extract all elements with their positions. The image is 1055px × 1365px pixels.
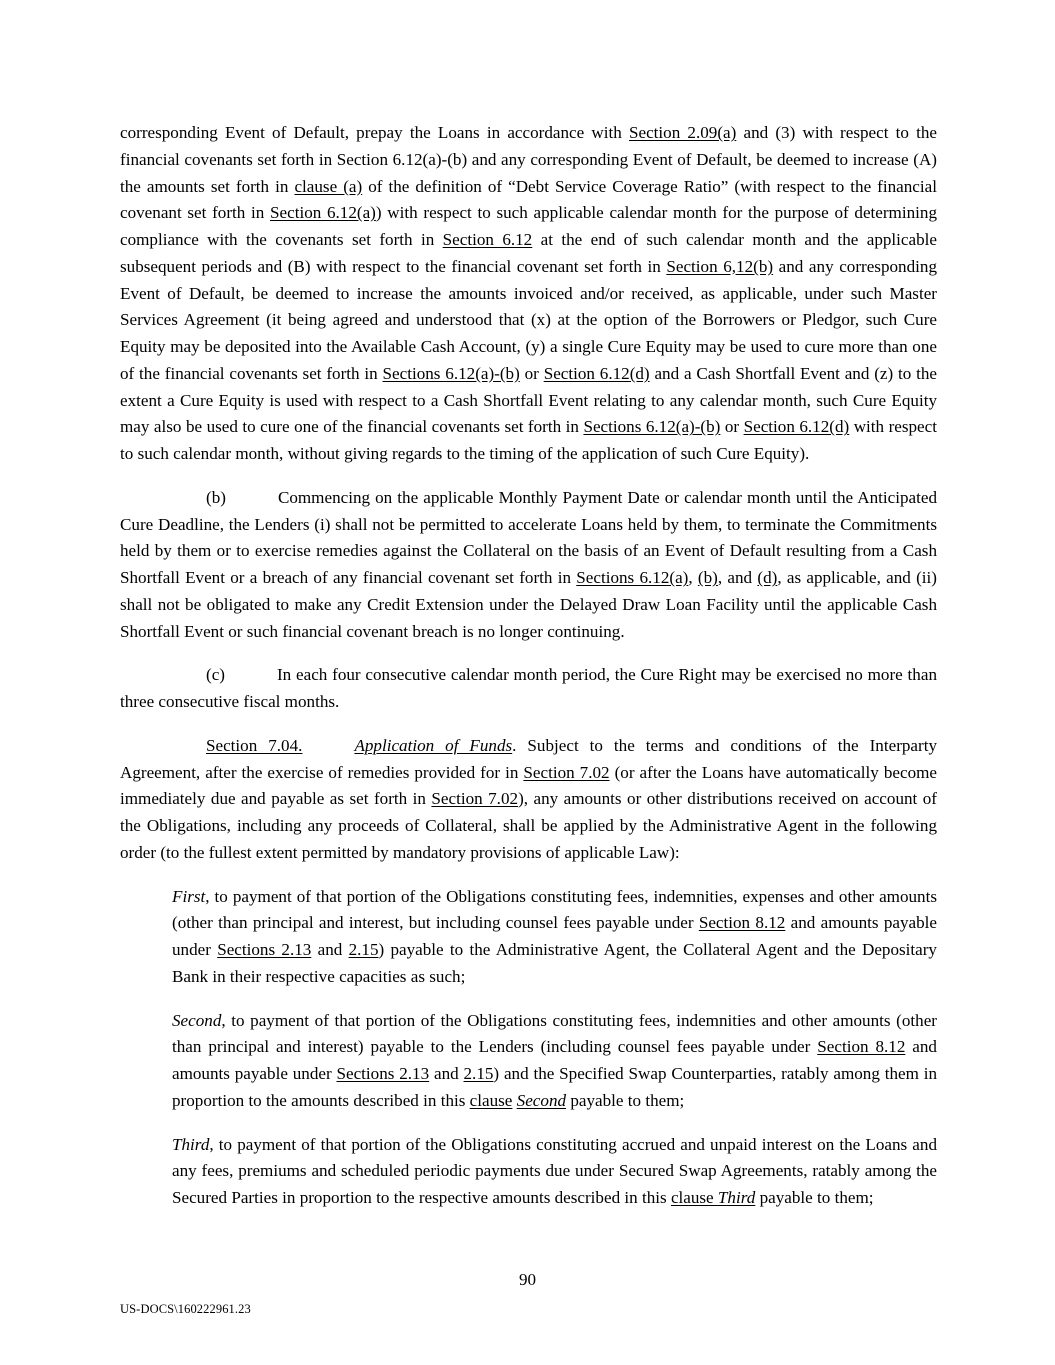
cross-reference-link[interactable]: 2.15 [463,1064,494,1083]
ordinal-label: Third [172,1134,210,1154]
text-run: . Subject to the terms and conditions of the Interparty Agreement, after the exercise of remedies provided for in [120,735,938,782]
paragraph-clause-c [120,662,937,716]
cross-reference-link[interactable]: Section 6,12(b) [666,256,774,276]
text-run: ) with respect to such applicable calendar month for the purpose of determining compliance with the covenants set forth in [120,203,937,249]
cross-reference-link[interactable]: (d) [757,568,778,587]
cross-reference-link[interactable]: Section 7.02 [431,789,519,809]
text-run: and (3) with respect to the financial covenants set forth in Section 6.12(a)-(b) and any corresponding Event of Default, be deemed to increase (A) the amounts set forth in [120,123,937,196]
clause-reference-ordinal[interactable]: Second [516,1090,567,1110]
text-run: corresponding Event of Default, prepay the Loans in accordance with [120,123,629,142]
text-run: ) and the Specified Swap Counterparties, ratably among them in proportion to the amounts described in this [172,1064,938,1110]
cross-reference-link[interactable]: 2.15 [348,940,379,959]
cross-reference-link[interactable]: Section 7.02 [523,762,610,782]
text-run: , to payment of that portion of the Obligations constituting fees, indemnities and other amounts (other than principal and interest) payable to the Lenders (including counsel fees payable under [172,1010,937,1057]
text-run: , as applicable, and (ii) shall not be obligated to make any Credit Extension under the Delayed Draw Loan Facility until the applicable Cash Shortfall Event or such financial covenant breach is no longer continuing. [120,568,937,641]
text-run: ), any amounts or other distributions received on account of the Obligations, including any proceeds of Collateral, shall be applied by the Administrative Agent in the following order (to the fullest extent permitted by mandatory provisions of applicable Law): [120,789,937,862]
cross-reference-link[interactable]: Section 6.12(a) [270,203,376,223]
text-run: payable to them; [755,1188,874,1207]
page-number: 90 [518,1270,537,1289]
text-run: Commencing on the applicable Monthly Payment Date or calendar month until the Anticipated Cure Deadline, the Lenders (i) shall not be permitted to accelerate Loans held by them, to terminate the Commitments held by them or to exercise remedies against the Collateral on the basis of an Event of Default resulting from a Cash Shortfall Event or a breach of any financial covenant set forth in [120,487,937,587]
footer-document-id: US-DOCS\160222961.23 [120,1302,251,1316]
paragraph-clause-b [120,485,937,646]
document-body [120,120,937,1212]
clause-reference-link[interactable]: clause [469,1090,513,1110]
clause-reference-ordinal[interactable]: Third [717,1188,756,1207]
clause-reference-link[interactable]: clause [670,1188,718,1207]
cross-reference-link[interactable]: Sections 2.13 [336,1064,430,1083]
text-run: , to payment of that portion of the Obligations constituting fees, indemnities, expenses and other amounts (other than principal and interest, but including counsel fees payable under [172,886,937,933]
paragraph-section-7-04 [120,733,937,867]
cross-reference-link[interactable]: (b) [697,568,718,587]
text-run: or [720,417,744,437]
cross-reference-link[interactable]: Section 2.09(a) [628,123,737,142]
text-run: In each four consecutive calendar month period, the Cure Right may be exercised no more than three consecutive fiscal months. [120,665,937,711]
cross-reference-link[interactable]: Section 8.12 [817,1037,906,1057]
paragraph-priority-first [120,884,937,991]
paragraph-priority-second [120,1008,937,1115]
text-run: payable to them; [566,1090,685,1110]
cross-reference-link[interactable]: Section 8.12 [698,913,786,933]
cross-reference-link[interactable]: Section 6.12(d) [543,363,650,383]
cross-reference-link[interactable]: clause (a) [294,176,363,196]
text-run: (or after the Loans have automatically become immediately due and payable as set forth in [120,762,937,809]
section-number[interactable]: Section 7.04. [206,735,303,755]
cross-reference-link[interactable]: Section 6.12(d) [743,417,850,437]
clause-label: (b) [206,487,226,507]
cross-reference-link[interactable]: Sections 6.12(a)-(b) [382,363,520,383]
text-run: of the definition of “Debt Service Coverage Ratio” (with respect to the financial covenant set forth in [120,176,937,223]
text-run: , [688,568,698,587]
cross-reference-link[interactable]: Sections 6.12(a)-(b) [583,417,721,437]
text-run: or [519,363,544,383]
text-run: and any corresponding Event of Default, be deemed to increase the amounts invoiced and/or received, as applicable, under such Master Services Agreement (it being agreed and understood that (x) at the option of the Borrowers or Pledgor, such Cure Equity may be deposited into the Available Cash Account, (y) a single Cure Equity may be used to cure more than one of the financial covenants set forth in [120,256,937,383]
section-heading: Application of Funds [354,735,513,755]
text-run: and a Cash Shortfall Event and (z) to the extent a Cure Equity is used with respect to a Cash Shortfall Event relating to any calendar month, such Cure Equity may also be used to cure one of the financial covenants set forth in [120,363,937,437]
ordinal-label: First [172,886,206,906]
paragraph-priority-third [120,1132,937,1212]
clause-label: (c) [206,665,225,685]
cross-reference-link[interactable]: Sections 6.12(a) [576,568,689,587]
text-run: ) payable to the Administrative Agent, the Collateral Agent and the Depositary Bank in their respective capacities as such; [172,940,937,986]
text-run: at the end of such calendar month and the applicable subsequent periods and (B) with respect to the financial covenant set forth in [120,230,937,276]
text-run: and [429,1064,464,1083]
ordinal-label: Second [172,1010,222,1030]
text-run: and [311,940,349,959]
cross-reference-link[interactable]: Sections 2.13 [217,940,312,959]
cross-reference-link[interactable]: Section 6.12 [442,230,533,249]
text-run: with respect to such calendar month, without giving regards to the timing of the application of such Cure Equity). [120,417,937,463]
text-run: , and [717,568,758,587]
text-run: , to payment of that portion of the Obligations constituting accrued and unpaid interest on the Loans and any fees, premiums and scheduled periodic payments due under Secured Swap Agreements, ratably among the Secured Parties in proportion to the respective amounts described in this [172,1134,937,1207]
text-run: and amounts payable under [172,913,937,959]
text-run: and amounts payable under [172,1037,937,1083]
paragraph-continuation [120,120,937,468]
